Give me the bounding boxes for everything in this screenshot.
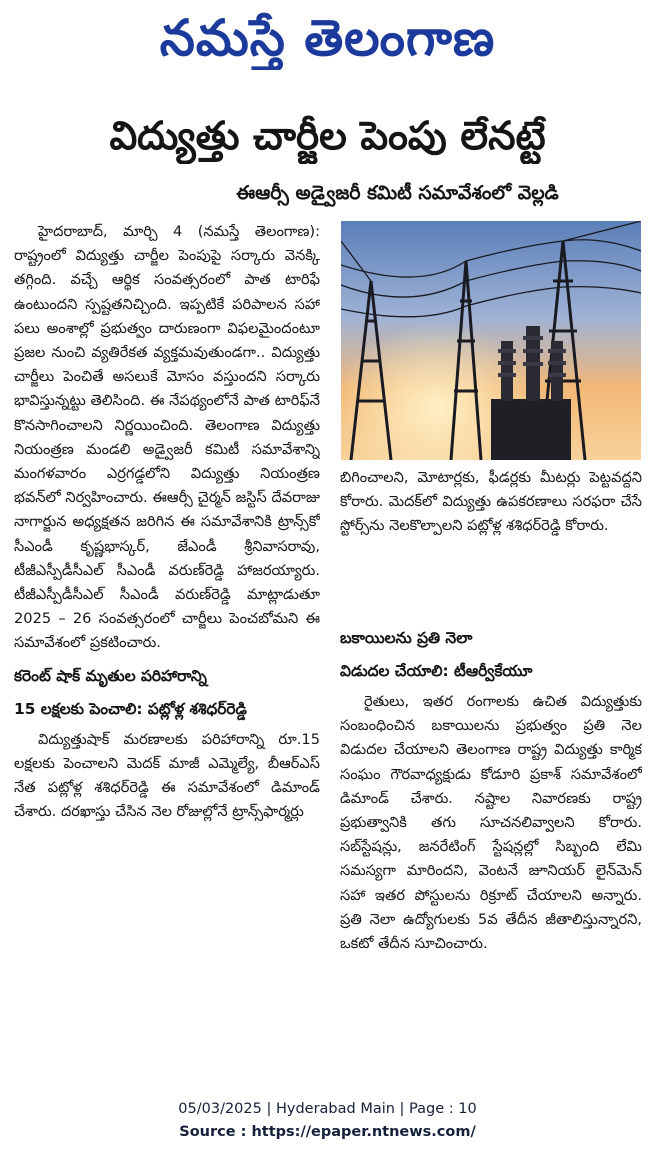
left-paragraph-2: విద్యుత్తుషాక్ మరణాలకు పరిహారాన్ని రూ.15 లక్షలకు పెంచాలని మెదక్ మాజీ ఎమ్మెల్యే, బీఆర్ఎస్ నేత పట్లోళ్ల శశిధర్‌రెడ్డి ఈ సమావేశంలో డిమాండ్ చేశారు. దరఖాస్తు చేసిన నెల రోజుల్లోనే ట్రాన్స్‌ఫార్మర్లు [14, 730, 320, 821]
left-subheading-1: కరెంట్ షాక్ మృతుల పరిహారాన్ని [14, 666, 207, 685]
right-subheading-1: బకాయిలను ప్రతి నెలా [340, 629, 473, 647]
substation-photo [341, 221, 641, 460]
right-paragraph-1: బిగించాలని, మోటార్లకు, ఫీడర్లకు మీటర్లు పెట్టవద్దని కోరారు. మెదక్‌లో విద్యుత్తు ఉపకరణాలు సరఫరా చేసే స్టోర్స్‌ను నెలకొల్పాలని పట్లోళ్ల శశిధర్‌రెడ్డి కోరారు. [340, 469, 642, 535]
right-paragraph-2: రైతులు, ఇతర రంగాలకు ఉచిత విద్యుత్తుకు సంబంధించిన బకాయిలను ప్రభుత్వం ప్రతి నెల విడుదల చేయాలని తెలంగాణ రాష్ట్ర విద్యుత్తు కార్మిక సంఘం గౌరవాధ్యక్షుడు కోడూరి ప్రకాశ్ సమావేశంలో డిమాండ్ చేశారు. నష్టాల నివారణకు రాష్ట్ర ప్రభుత్వానికి తగు సూచనలివ్వాలని కోరారు. సబ్‌స్టేషన్లు, జనరేటింగ్ స్టేషన్లల్లో సిబ్బంది లేమి సమస్యగా మారిందని, వెంటనే జూనియర్ లైన్‌మెన్ సహా ఇతర పోస్టులను రిక్రూట్ చేయాలని అన్నారు. ప్రతి నెలా ఉద్యోగులకు 5వ తేదీన జీతాలిస్తున్నారని, ఒకటో తేదీన సూచించారు. [340, 693, 642, 953]
masthead-logo: నమస్తే తెలంగాణ [159, 8, 496, 67]
left-subheading-2: 15 లక్షలకు పెంచాలి: పట్లోళ్ల శశిధర్‌రెడ్డి [14, 699, 247, 718]
headline: విద్యుత్తు చార్జీల పెంపు లేనట్టే [109, 113, 546, 159]
right-column-continuation [340, 466, 642, 614]
footer-source-line[interactable]: Source : https://epaper.ntnews.com/ [179, 1124, 476, 1140]
left-paragraph-1: హైదరాబాద్, మార్చి 4 (నమస్తే తెలంగాణ): రాష్ట్రంలో విద్యుత్తు చార్జీల పెంపుపై సర్కారు వెనక్కి తగ్గింది. వచ్చే ఆర్థిక సంవత్సరంలో పాత టారిఫే ఉంటుందని స్పష్టతనిచ్చింది. ఇప్పటికే పరిపాలన సహా పలు అంశాల్లో ప్రభుత్వం దారుణంగా విఫలమైందంటూ ప్రజల నుంచి వ్యతిరేకత వ్యక్తమవుతుండగా.. విద్యుత్తు చార్జీలు పెంచితే అసలుకే మోసం వస్తుందని సర్కారు భావిస్తున్నట్టు తెలిసింది. ఈ నేపథ్యంలోనే పాత టారిఫ్‌నే కొనసాగించాలని నిర్ణయించింది. తెలంగాణ విద్యుత్తు నియంత్రణ మండలి అడ్వైజరీ కమిటీ సమావేశాన్ని మంగళవారం ఎర్రగడ్డలోని విద్యుత్తు నియంత్రణ భవన్‌లో నిర్వహించారు. ఈఆర్సీ చైర్మన్ జస్టిస్ దేవరాజు నాగార్జున అధ్యక్షతన జరిగిన ఈ సమావేశానికి ట్రాన్స్‌కో సీఎండీ కృష్ణభాస్కర్, జేఎండీ శ్రీనివాసరావు, టీజీఎస్పీడీసీఎల్ సీఎండీ వరుణ్‌రెడ్డి హాజరయ్యారు. టీజీఎస్పీడీసీఎల్ సీఎండీ వరుణ్‌రెడ్డి మాట్లాడుతూ 2025 – 26 సంవత్సరంలో చార్జీలు పెంచబోమని ఈ సమావేశంలో ప్రకటించారు. [14, 223, 320, 652]
right-column-lower [340, 618, 642, 1088]
left-column [14, 220, 320, 1068]
subheadline: ఈఆర్సీ అడ్వైజరీ కమిటీ సమావేశంలో వెల్లడి [236, 182, 559, 204]
footer-edition-line: 05/03/2025 | Hyderabad Main | Page : 10 [178, 1101, 477, 1117]
right-subheading-2: విడుదల చేయాలి: టీఆర్వీకేయూ [340, 662, 533, 680]
substation-photo-graphic [341, 221, 641, 460]
